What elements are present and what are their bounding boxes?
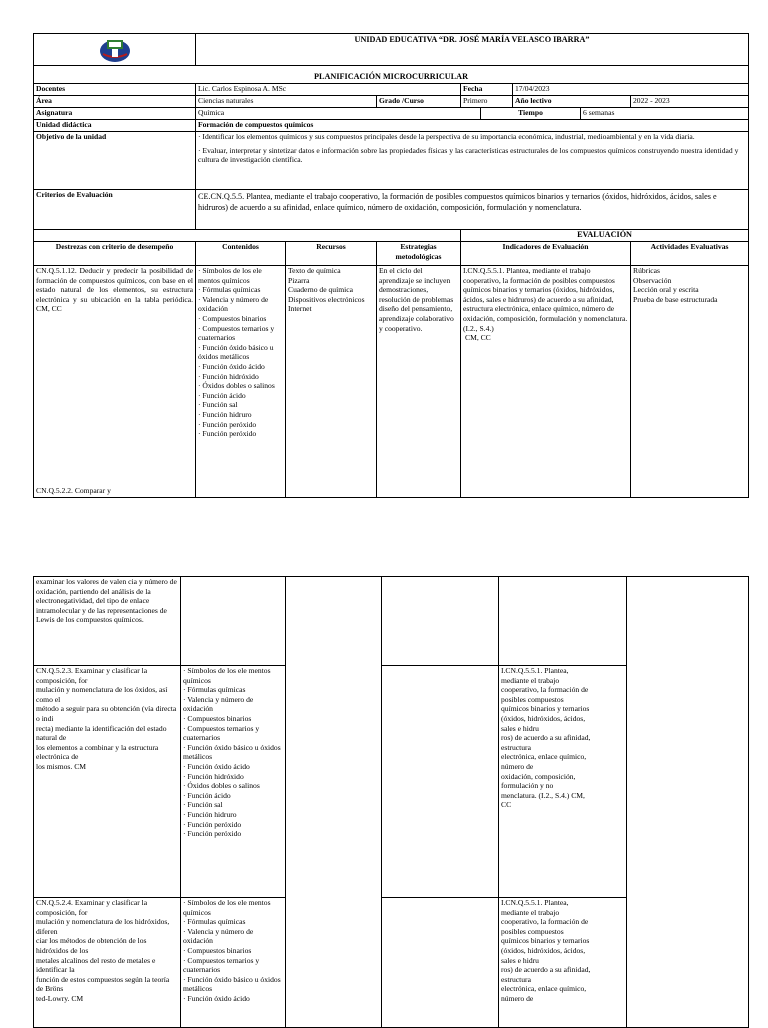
list-item: · Óxidos dobles o salinos [198,381,275,391]
list-item: · Función óxido ácido [183,993,250,1003]
school-logo [98,36,132,64]
list-item: · Función hidruro [183,809,237,819]
list-item: · Compuestos ternarios y cuaternarios [198,323,275,343]
recursos-list [286,266,377,498]
indicador-1: I.CN.Q.5.5.1. Plantea, mediante el trabajo cooperativo, la formación de posibles compuestos químicos binarios y ternarios (óxidos, hidróxidos, ácidos, sales e hidruros) de acuerdo a su afinidad, estructura electrónica, enlace químico, número de oxidación, composición, formulación y nomenclatura. (I.2., S.4.) [463,266,628,333]
evaluacion-header: EVALUACIÓN [461,230,749,242]
list-item: · Valencia y número de oxidación [198,294,269,314]
planning-header-table [33,33,749,498]
docentes-label: Docentes [34,84,196,96]
list-item: · Compuestos binarios [198,313,267,323]
indicador-4: I.CN.Q.5.5.1. Plantea, mediante el trabajo cooperativo, la formación de posibles compuestos químicos binarios y ternarios (óxidos, hidróxidos, ácidos, sales e hidru ros) de acuerdo a su afinidad, estructura electrónica, enlace químico, número de [499,898,627,1028]
list-item: · Compuestos ternarios y cuaternarios [183,723,260,743]
logo-cell [34,34,196,66]
actividades-header: Actividades Evaluativas [631,242,749,266]
indicadores-header: Indicadores de Evaluación [461,242,631,266]
list-item: · Función óxido básico u óxidos metálicos [198,342,274,362]
anio-value: 2022 - 2023 [631,96,749,108]
fecha-label: Fecha [461,84,513,96]
list-item: Rúbricas [633,266,660,275]
estrategias-text: En el ciclo del aprendizaje se incluyen demostraciones, resolución de problemas diseño del pensamiento, aprendizaje colaborativo y cooperativo. [377,266,461,498]
list-item: · Función óxido ácido [183,761,250,771]
unidad-label: Unidad didáctica [34,120,196,132]
list-item: · Función hidróxido [198,371,259,381]
destreza-2-cont: examinar los valores de valen cia y número de oxidación, partiendo del análisis de la electronegatividad, del tipo de enlace intramolecular y de las representaciones de Lewis de los compuestos químicos. [34,577,181,666]
destrezas-header: Destrezas con criterio de desempeño [34,242,196,266]
list-item: · Función peróxido [198,429,257,439]
list-item: · Función sal [198,400,238,410]
destreza-2-start: CN.Q.5.2.2. Comparar y [36,486,111,496]
criterios-value: CE.CN.Q.5.5. Plantea, mediante el trabajo cooperativo, la formación de posibles compuestos químicos binarios y ternarios (óxidos, hidróxidos, ácidos, sales e hidruros) de acuerdo a su afinidad, enlace químico, número de oxidación, composición, formulación y nomenclatura. [196,190,749,230]
list-item: · Compuestos binarios [183,713,252,723]
list-item: · Función ácido [183,790,231,800]
list-item: Texto de química [288,266,341,275]
tiempo-label: Tiempo [481,108,581,120]
destreza-1: CN.Q.5.1.12. Deducir y predecir la posibilidad de formación de compuestos químicos, con base en el estado natural de los elementos, su estructura electrónica y su ubicación en la tabla periódica. CM, CC [36,266,193,314]
asignatura-label: Asignatura [34,108,196,120]
list-item: · Función peróxido [183,819,242,829]
asignatura-value: Química [196,108,481,120]
objetivo-item-2: · Evaluar, interpretar y sintetizar datos e información sobre las propiedades físicas y las características estructurales de los compuestos químicos construyendo nuestra identidad y cultura de investigación científica. [198,145,739,165]
list-item: · Compuestos ternarios y cuaternarios [183,955,260,975]
list-item: · Función ácido [198,390,246,400]
list-item: Lección oral y escrita [633,285,699,295]
grado-label: Grado /Curso [377,96,461,108]
list-item: · Símbolos de los ele mentos químicos [183,666,271,685]
contenidos-header: Contenidos [196,242,286,266]
anio-label: Año lectivo [513,96,631,108]
destreza-4: CN.Q.5.2.4. Examinar y clasificar la composición, for mulación y nomenclatura de los hidróxidos, diferen ciar los métodos de obtención de los hidróxidos de los metales alcalinos del resto de metales e identificar la función de estos compuestos según la teoría de Bröns ted-Lowry. CM [34,898,181,1028]
list-item: · Óxidos dobles o salinos [183,781,260,791]
list-item: · Función hidruro [198,409,252,419]
document-title: PLANIFICACIÓN MICROCURRICULAR [314,72,469,82]
area-value: Ciencias naturales [196,96,377,108]
recursos-header: Recursos [286,242,377,266]
contenidos-list-3 [181,666,286,898]
fecha-value: 17/04/2023 [513,84,749,96]
list-item: Dispositivos electrónicos [288,294,365,304]
indicador-1-competencias: CM, CC [465,333,491,343]
estrategias-header: Estrategias metodológicas [377,242,461,266]
list-item: · Compuestos binarios [183,945,252,955]
grado-value: Primero [461,96,513,108]
list-item: · Fórmulas químicas [198,285,261,295]
list-item: · Función óxido básico u óxidos metálicos [183,974,281,994]
list-item: Pizarra [288,275,310,285]
list-item: · Función sal [183,800,223,810]
list-item: · Función peróxido [183,829,242,839]
list-item: Prueba de base estructurada [633,294,718,304]
tiempo-value: 6 semanas [581,108,749,120]
list-item: · Fórmulas químicas [183,685,246,695]
area-label: Área [34,96,196,108]
criterios-label: Criterios de Evaluación [34,190,196,230]
actividades-list [631,266,749,498]
list-item: · Símbolos de los ele mentos químicos [183,898,271,917]
indicador-3: I.CN.Q.5.5.1. Plantea, mediante el trabajo cooperativo, la formación de posibles compuestos químicos binarios y ternarios (óxidos, hidróxidos, ácidos, sales e hidru ros) de acuerdo a su afinidad, estructura electrónica, enlace químico, número de oxidación, composición, formulación y no menclatura. (I.2., S.4.) CM, CC [499,666,627,898]
list-item: · Función peróxido [198,419,257,429]
objetivo-label: Objetivo de la unidad [34,132,196,190]
list-item: · Función óxido ácido [198,361,265,371]
list-item: · Valencia y número de oxidación [183,926,254,946]
list-item: Observación [633,275,672,285]
list-item: Cuaderno de química [288,285,353,295]
list-item: · Valencia y número de oxidación [183,694,254,714]
list-item: · Función hidróxido [183,771,244,781]
school-name: UNIDAD EDUCATIVA “DR. JOSÉ MARÍA VELASCO IBARRA” [354,35,590,44]
objetivo-item-1: · Identificar los elementos químicos y sus compuestos principales desde la perspectiva de su importancia económica, industrial, medioambiental y en la vida diaria. [198,132,695,141]
docentes-value: Lic. Carlos Espinosa A. MSc [196,84,461,96]
list-item: · Función óxido básico u óxidos metálicos [183,742,281,762]
planning-continuation-table [33,576,749,1028]
contenidos-list-4 [181,898,286,1028]
contenidos-list-1 [196,266,286,498]
list-item: · Símbolos de los ele mentos químicos [198,266,262,285]
list-item: Internet [288,304,312,314]
list-item: · Fórmulas químicas [183,917,246,927]
destreza-3: CN.Q.5.2.3. Examinar y clasificar la composición, for mulación y nomenclatura de los óxidos, así como el método a seguir para su obtención (vía directa o indi recta) mediante la identificación del estado natural de los elementos a combinar y la estructura electrónica de los mismos. CM [34,666,181,898]
unidad-value: Formación de compuestos químicos [196,120,749,132]
